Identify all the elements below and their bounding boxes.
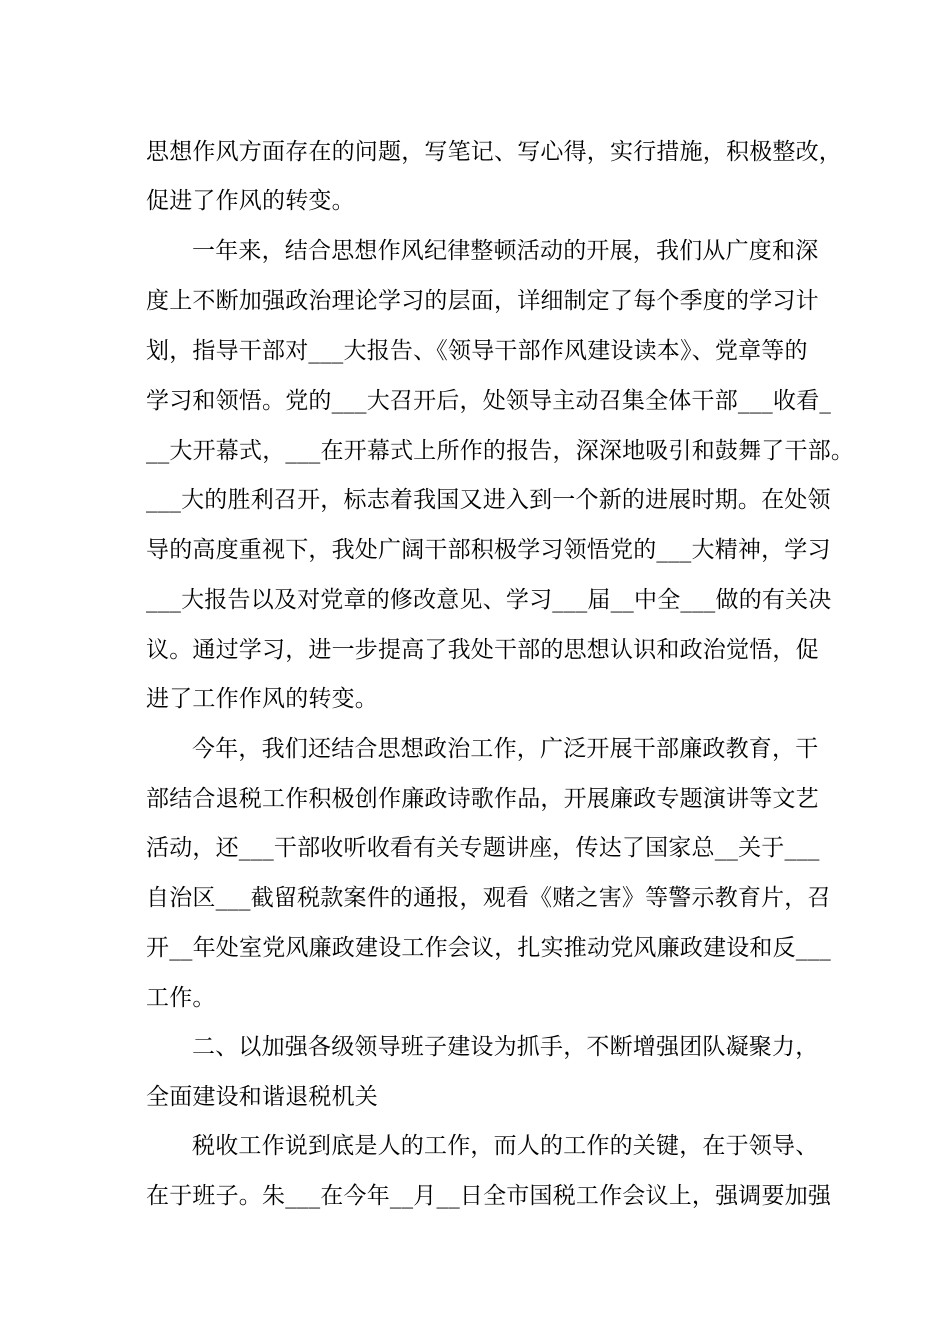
section-heading: 二、以加强各级领导班子建设为抓手，不断增强团队凝聚力， [192, 1034, 819, 1060]
text-line: 进了工作作风的转变。 [146, 686, 378, 712]
text-line: 度上不断加强政治理论学习的层面，详细制定了每个季度的学习计 [146, 288, 819, 314]
text-line: ___大的胜利召开，标志着我国又进入到一个新的进展时期。在处领 [146, 487, 831, 513]
text-line: 在于班子。朱___在今年__月__日全市国税工作会议上，强调要加强 [146, 1183, 832, 1209]
text-line: __大开幕式，___在开幕式上所作的报告，深深地吸引和鼓舞了干部。 [146, 438, 855, 464]
text-line: 今年，我们还结合思想政治工作，广泛开展干部廉政教育，干 [192, 736, 819, 762]
text-line: 税收工作说到底是人的工作，而人的工作的关键，在于领导、 [192, 1133, 819, 1159]
text-line: ___大报告以及对党章的修改意见、学习___届__中全___做的有关决 [146, 587, 832, 613]
text-line: 部结合退税工作积极创作廉政诗歌作品，开展廉政专题演讲等文艺 [146, 786, 819, 812]
section-heading: 全面建设和谐退税机关 [146, 1084, 378, 1110]
text-line: 自治区___截留税款案件的通报，观看《赌之害》等警示教育片，召 [146, 885, 831, 911]
text-line: 工作。 [146, 985, 216, 1011]
text-line: 活动，还___干部收听收看有关专题讲座，传达了国家总__关于___ [146, 835, 820, 861]
text-line: 一年来，结合思想作风纪律整顿活动的开展，我们从广度和深 [192, 238, 819, 264]
text-line: 思想作风方面存在的问题，写笔记、写心得，实行措施，积极整改， [146, 139, 842, 165]
text-line: 导的高度重视下，我处广阔干部积极学习领悟党的___大精神，学习 [146, 537, 831, 563]
text-line: 促进了作风的转变。 [146, 188, 355, 214]
text-line: 学习和领悟。党的___大召开后，处领导主动召集全体干部___收看_ [146, 388, 832, 414]
text-line: 议。通过学习，进一步提高了我处干部的思想认识和政治觉悟，促 [146, 637, 819, 663]
text-line: 划，指导干部对___大报告、《领导干部作风建设读本》、党章等的 [146, 338, 808, 364]
text-line: 开__年处室党风廉政建设工作会议，扎实推动党风廉政建设和反___ [146, 935, 831, 961]
